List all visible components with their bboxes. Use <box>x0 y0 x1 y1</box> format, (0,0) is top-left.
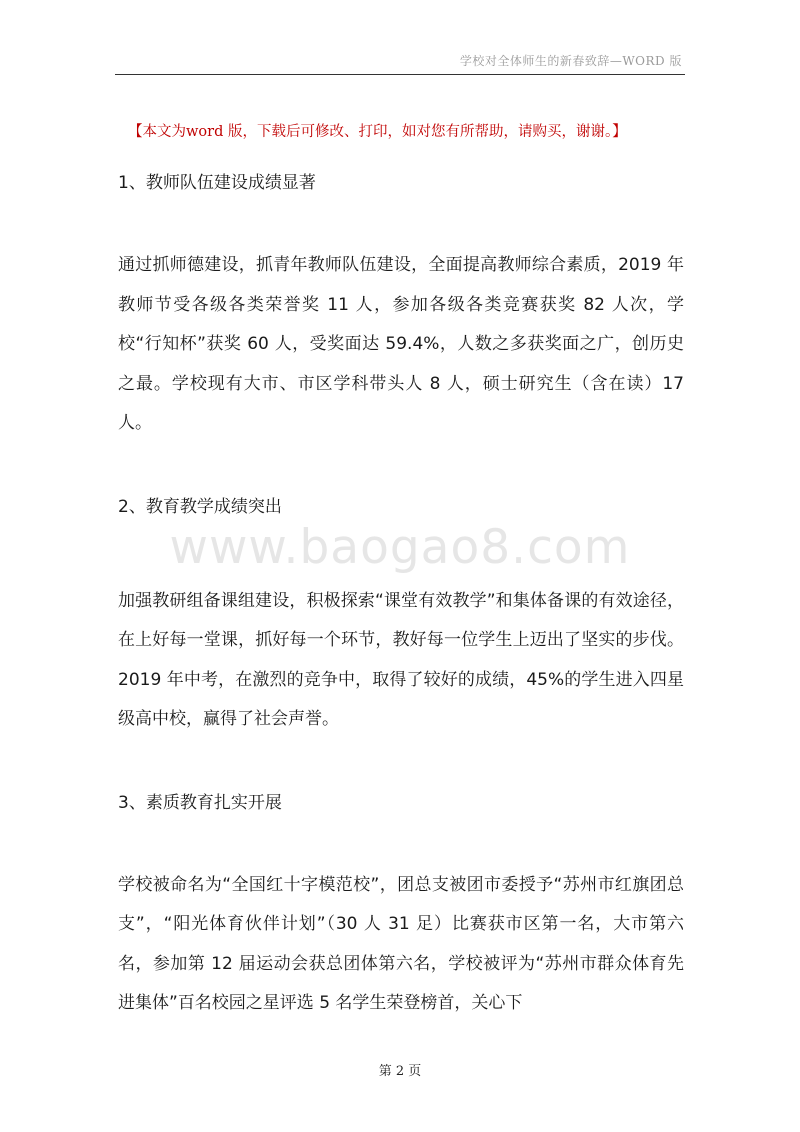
section-paragraph-2: 加强教研组备课组建设，积极探索“课堂有效教学”和集体备课的有效途径，在上好每一堂课，抓好每一个环节，教好每一位学生上迈出了坚实的步伐。2019 年中考，在激烈的竞争中，取得了较好的成绩，45%的学生进入四星级高中校，赢得了社会声誉。 <box>118 590 684 729</box>
download-notice: 【本文为word 版，下载后可修改、打印，如对您有所帮助，请购买，谢谢。】 <box>128 124 627 140</box>
section-heading-2: 2、教育教学成绩突出 <box>118 496 282 517</box>
section-heading-1: 1、教师队伍建设成绩显著 <box>118 173 316 193</box>
document-body <box>118 168 684 1024</box>
section-heading-3: 3、素质教育扎实开展 <box>118 792 282 813</box>
section-paragraph-1: 通过抓师德建设，抓青年教师队伍建设，全面提高教师综合素质，2019 年教师节受各级各类荣誉奖 11 人，参加各级各类竞赛获奖 82 人次，学校“行知杯”获奖 60 人，受奖面达 59.4%，人数之多获奖面之广，创历史之最。学校现有大市、市区学科带头人 8 人，硕士研究生（含在读）17 人。 <box>118 255 684 433</box>
page-number: 第 2 页 <box>378 1064 422 1079</box>
watermark-text: www.baogao8.com <box>169 520 631 575</box>
section-paragraph-3: 学校被命名为“全国红十字模范校”，团总支被团市委授予“苏州市红旗团总支”，“阳光体育伙伴计划”（30 人 31 足）比赛获市区第一名，大市第六名，参加第 12 届运动会获总团体第六名，学校被评为“苏州市群众体育先进集体”百名校园之星评选 5 名学生荣登榜首，关心下 <box>118 874 684 1013</box>
header-divider <box>115 74 685 75</box>
document-header-title: 学校对全体师生的新春致辞—WORD 版 <box>459 54 682 68</box>
